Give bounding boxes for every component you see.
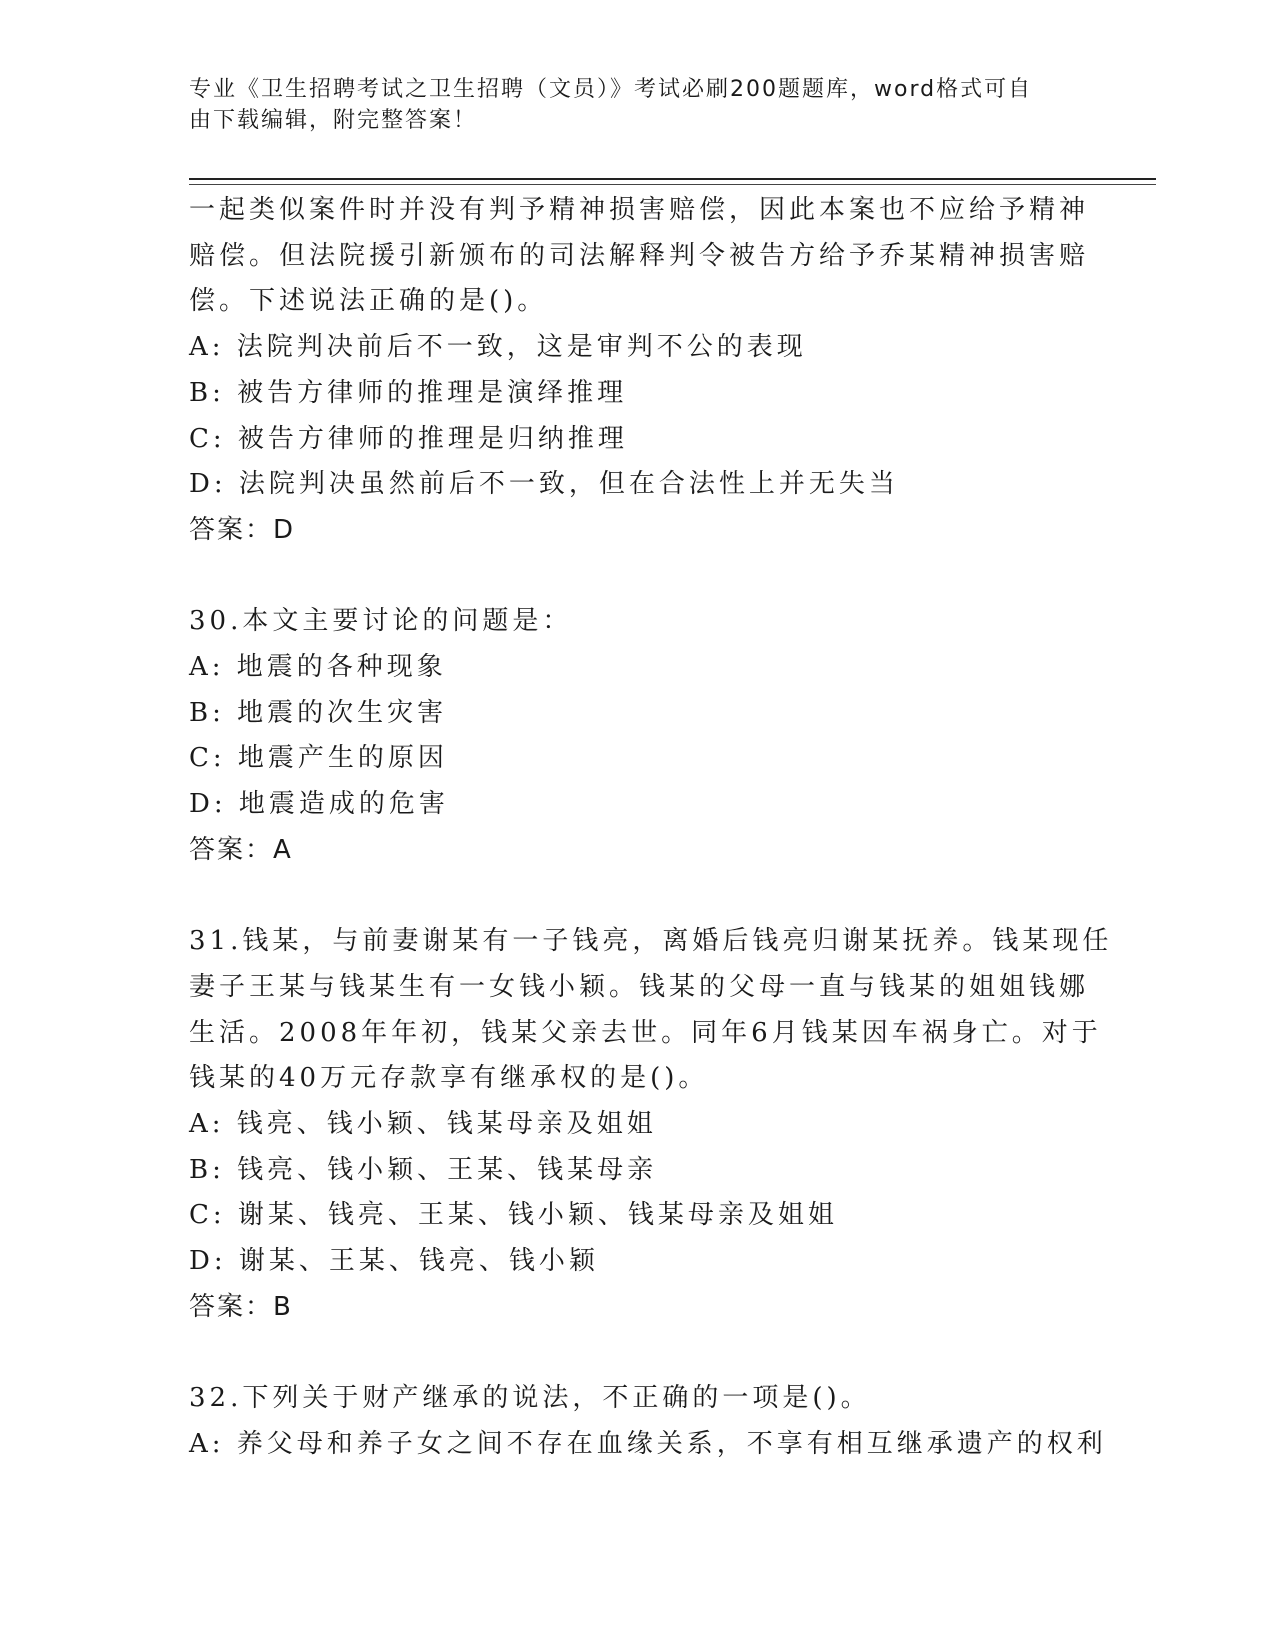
q31-stem-line: 妻子王某与钱某生有一女钱小颖。钱某的父母一直与钱某的姐姐钱娜 bbox=[189, 971, 1090, 1002]
q30-option-a: A: 地震的各种现象 bbox=[189, 652, 447, 683]
q30-option-d: D: 地震造成的危害 bbox=[189, 789, 449, 820]
q30-option-c: C: 地震产生的原因 bbox=[189, 743, 448, 774]
header-line-2: 由下载编辑，附完整答案！ bbox=[189, 108, 478, 133]
q31-option-c: C: 谢某、钱亮、王某、钱小颖、钱某母亲及姐姐 bbox=[189, 1200, 838, 1231]
q31-option-b: B: 钱亮、钱小颖、王某、钱某母亲 bbox=[189, 1154, 658, 1185]
q30-stem: 30.本文主要讨论的问题是： bbox=[189, 606, 573, 637]
question-content bbox=[189, 188, 1113, 1468]
document-header bbox=[189, 74, 1069, 136]
header-rule-thin bbox=[189, 184, 1156, 185]
q29-stem-line: 一起类似案件时并没有判予精神损害赔偿，因此本案也不应给予精神 bbox=[189, 195, 1090, 225]
q30-option-b: B: 地震的次生灾害 bbox=[189, 697, 448, 728]
spacer bbox=[189, 874, 1089, 920]
q32-option-a: A: 养父母和养子女之间不存在血缘关系，不享有相互继承遗产的权利 bbox=[189, 1428, 1107, 1459]
q31-answer: 答案：B bbox=[189, 1291, 293, 1322]
q29-stem-line: 赔偿。但法院援引新颁布的司法解释判令被告方给予乔某精神损害赔 bbox=[189, 240, 1090, 271]
q31-option-d: D: 谢某、王某、钱亮、钱小颖 bbox=[189, 1246, 599, 1277]
q31-stem-line: 生活。2008年年初，钱某父亲去世。同年6月钱某因车祸身亡。对于 bbox=[189, 1017, 1102, 1048]
q29-option-a: A: 法院判决前后不一致，这是审判不公的表现 bbox=[189, 332, 807, 363]
q31-stem-line: 31.钱某，与前妻谢某有一子钱亮，离婚后钱亮归谢某抚养。钱某现任 bbox=[189, 926, 1113, 957]
q30-answer: 答案：A bbox=[189, 834, 293, 865]
q29-answer: 答案：D bbox=[189, 514, 296, 545]
header-line-1: 专业《卫生招聘考试之卫生招聘（文员）》考试必刷200题题库，word格式可自 bbox=[189, 77, 1033, 102]
q29-stem-line: 偿。下述说法正确的是()。 bbox=[189, 286, 548, 317]
spacer bbox=[189, 1331, 1089, 1377]
header-rule-thick bbox=[189, 178, 1156, 180]
q29-option-c: C: 被告方律师的推理是归纳推理 bbox=[189, 423, 628, 454]
q32-stem: 32.下列关于财产继承的说法，不正确的一项是()。 bbox=[189, 1383, 871, 1414]
q31-stem-line: 钱某的40万元存款享有继承权的是()。 bbox=[189, 1063, 709, 1094]
q29-option-d: D: 法院判决虽然前后不一致，但在合法性上并无失当 bbox=[189, 469, 899, 500]
q29-option-b: B: 被告方律师的推理是演绎推理 bbox=[189, 377, 628, 408]
spacer bbox=[189, 554, 1089, 600]
q31-option-a: A: 钱亮、钱小颖、钱某母亲及姐姐 bbox=[189, 1109, 657, 1140]
